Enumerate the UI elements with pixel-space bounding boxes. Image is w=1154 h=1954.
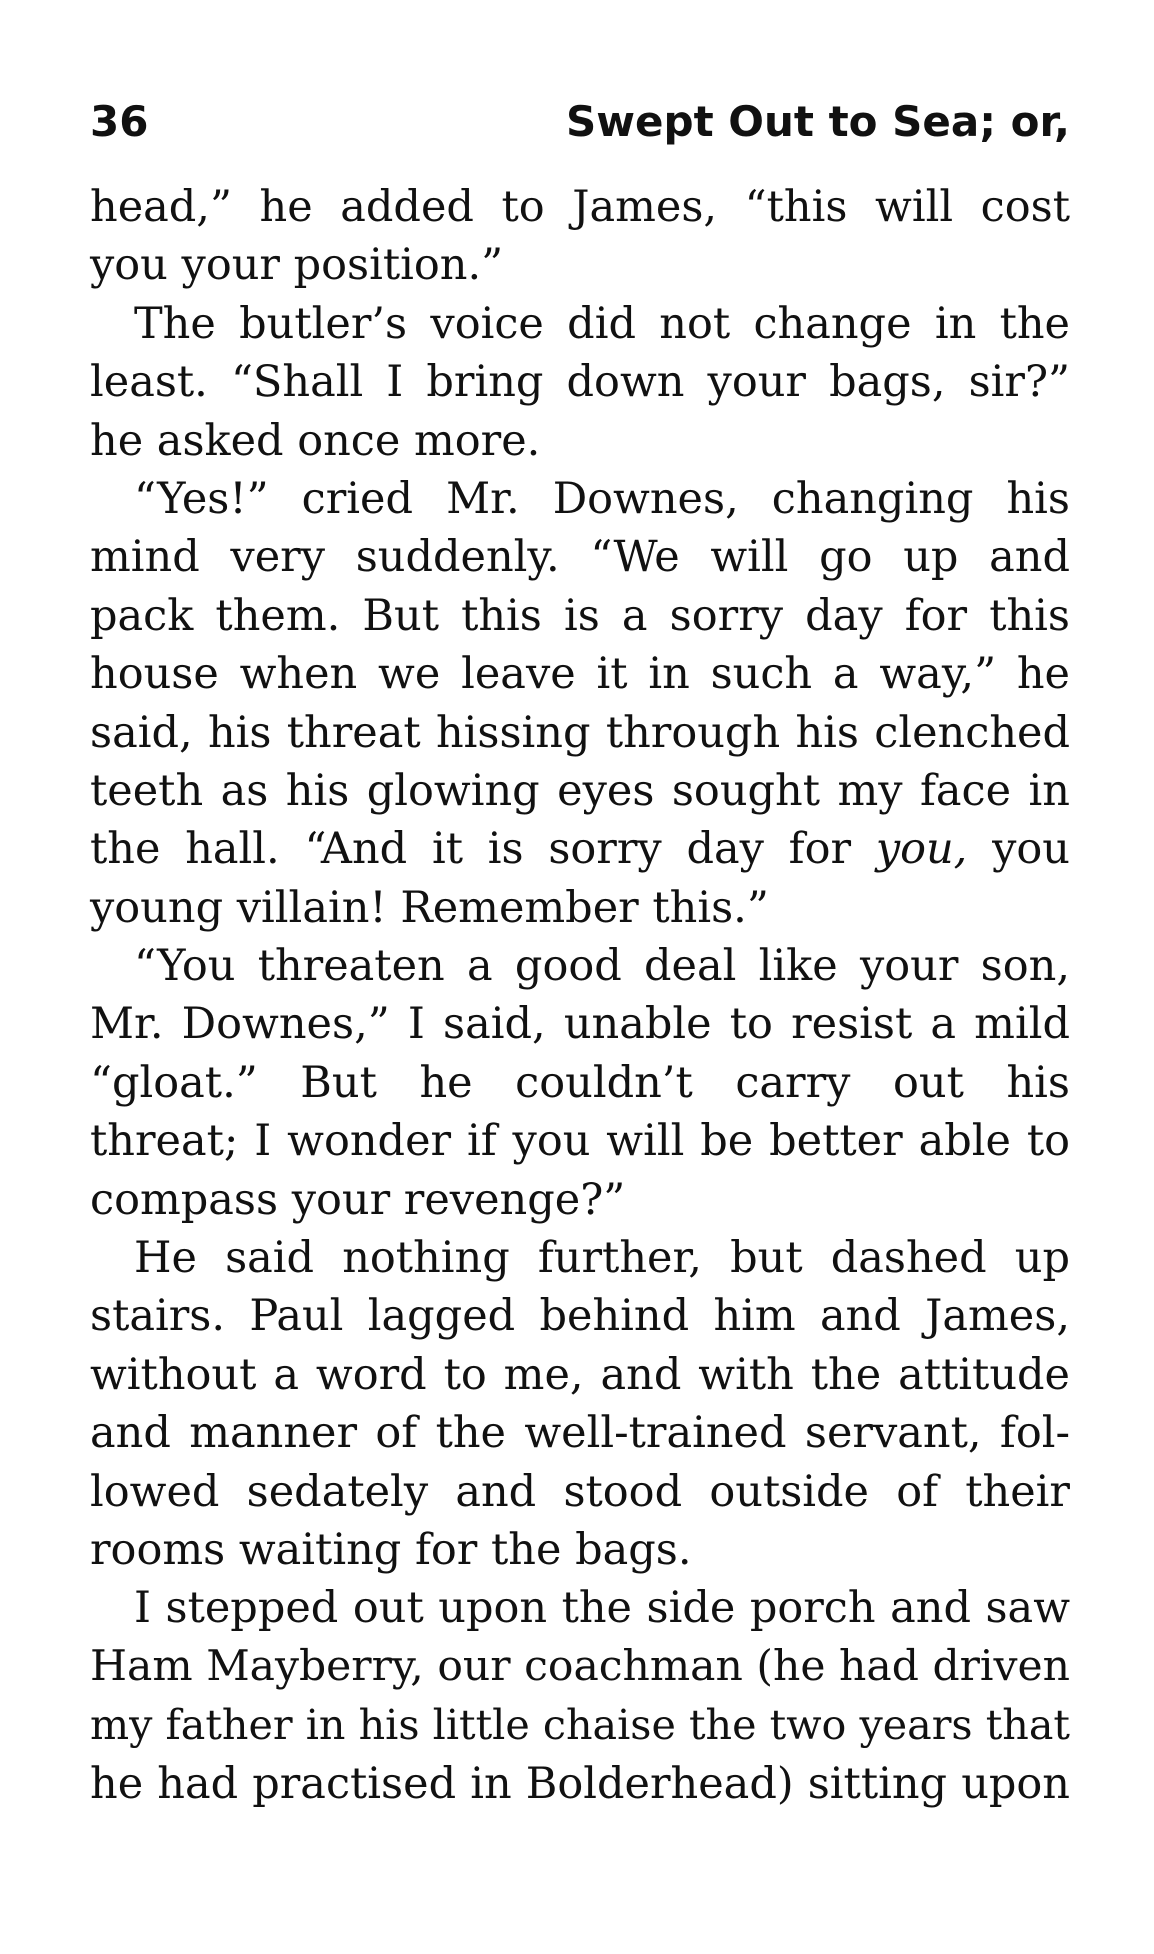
emphasized-word: you, [875,824,968,875]
text-line: least. “Shall I bring down your bags, sir?” [90,357,1070,408]
body-text [90,178,1070,1813]
text-line: mind very suddenly. “We will go up and [90,532,1070,583]
running-head [90,92,1070,152]
text-line: my father in his little chaise the two years that [90,1701,1070,1750]
text-line: He said nothing further, but dashed up [134,1233,1070,1284]
text-line: threat; I wonder if you will be better able to [90,1116,1070,1167]
text-line: he had practised in Bolderhead) sitting upon [90,1758,1070,1809]
running-title: Swept Out to Sea; or, [566,97,1070,146]
text-line: he asked once more. [90,415,541,466]
text-line: without a word to me, and with the attitude [90,1349,1070,1400]
text-line: I stepped out upon the side porch and saw [134,1583,1070,1634]
text-line: you your position.” [90,240,504,291]
text-line: compass your revenge?” [90,1174,626,1225]
text-line-with-emphasis [90,820,1070,878]
page-number: 36 [90,97,149,146]
text-line: “Yes!” cried Mr. Downes, changing his [134,473,1070,524]
text-line: house when we leave it in such a way,” he [90,649,1070,700]
text-line: lowed sedately and stood outside of their [90,1466,1070,1517]
text-line: Mr. Downes,” I said, unable to resist a mild [90,999,1070,1050]
text-line: “You threaten a good deal like your son, [134,941,1070,992]
text-line: stairs. Paul lagged behind him and James, [90,1291,1070,1342]
text-line: young villain! Remember this.” [90,882,769,933]
text-line: Ham Mayberry, our coachman (he had driven [90,1641,1070,1691]
text-line: “gloat.” But he couldn’t carry out his [90,1057,1070,1108]
text-line: The butler’s voice did not change in the [134,298,1070,349]
text-run: the hall. “And it is sorry day for [90,824,876,875]
text-line: rooms waiting for the bags. [90,1524,692,1575]
text-line: teeth as his glowing eyes sought my face in [90,765,1070,816]
text-line: pack them. But this is a sorry day for this [90,590,1070,641]
text-run: you [967,824,1071,875]
text-line: and manner of the well-trained servant, fol- [90,1408,1070,1459]
text-line: head,” he added to James, “this will cost [90,182,1070,232]
text-line: said, his threat hissing through his clenched [90,707,1070,758]
